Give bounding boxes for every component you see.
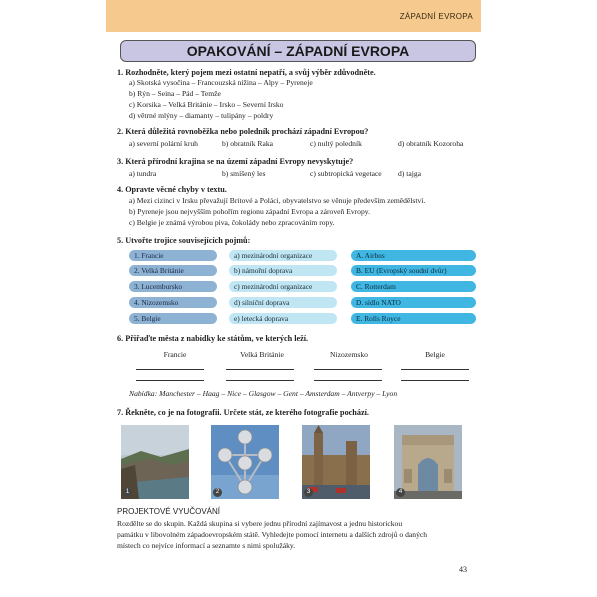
q3-option-c: c) subtropická vegetace — [310, 169, 382, 178]
project-line-3: místech co nejvíce informací a seznamte s nimi spolužáky. — [117, 541, 296, 550]
question-1: 1. Rozhodněte, který pojem mezi ostatní nepatří, a svůj výběr zdůvodněte. — [117, 68, 376, 77]
q3-option-a: a) tundra — [129, 169, 157, 178]
q5-country-1: 1. Francie — [129, 250, 217, 261]
q5-item-b: b) námořní doprava — [229, 265, 337, 276]
q5-country-3: 3. Lucembursko — [129, 281, 217, 292]
q4-sentence-a: a) Mezi cizinci v Irsku převažují Britové a Poláci, obyvatelstvo se věnuje především zemědělství. — [129, 196, 426, 205]
q5-item-e: e) letecká doprava — [229, 313, 337, 324]
answer-line — [136, 380, 204, 381]
photo-atomium — [211, 425, 279, 499]
q1-option-d: d) větrné mlýny – diamanty – tulipány – poldry — [129, 111, 274, 120]
q5-item-d: d) silniční doprava — [229, 297, 337, 308]
q2-option-c: c) nultý poledník — [310, 139, 362, 148]
page-number: 43 — [459, 565, 467, 574]
photo-badge-3: 3 — [304, 488, 313, 497]
answer-line — [401, 369, 469, 370]
question-7: 7. Řekněte, co je na fotografii. Určete stát, ze kterého fotografie pochází. — [117, 408, 369, 417]
q2-option-a: a) severní polární kruh — [129, 139, 198, 148]
q6-country-3: Nizozemsko — [330, 350, 368, 359]
photo-arc-de-triomphe — [394, 425, 462, 499]
q5-country-4: 4. Nizozemsko — [129, 297, 217, 308]
question-2: 2. Která důležitá rovnoběžka nebo poledník prochází západní Evropou? — [117, 127, 369, 136]
question-5: 5. Utvořte trojice souvisejících pojmů: — [117, 236, 251, 245]
question-6: 6. Přiřaďte města z nabídky ke státům, ve kterých leží. — [117, 334, 309, 343]
page-title-box — [120, 40, 476, 62]
q5-country-5: 5. Belgie — [129, 313, 217, 324]
section-header-label: ZÁPADNÍ EVROPA — [399, 12, 473, 21]
q6-offer: Nabídka: Manchester – Haag – Nice – Glasgow – Gent – Amsterdam – Antverpy – Lyon — [129, 389, 398, 398]
answer-line — [226, 380, 294, 381]
q2-option-b: b) obratník Raka — [222, 139, 274, 148]
q1-option-a: a) Skotská vysočina – Francouzská nížina – Alpy – Pyreneje — [129, 78, 313, 87]
q3-option-b: b) smíšený les — [222, 169, 266, 178]
photo-badge-1: 1 — [123, 488, 132, 497]
q5-country-2: 2. Velká Británie — [129, 265, 217, 276]
project-line-2: památku v libovolném západoevropském státě. Vyhledejte pomocí internetu a dalších zdrojů o daných — [117, 530, 428, 539]
answer-line — [314, 369, 382, 370]
photo-badge-4: 4 — [396, 488, 405, 497]
q6-country-1: Francie — [163, 350, 187, 359]
photo-badge-2: 2 — [213, 488, 222, 497]
q5-item-a: a) mezinárodní organizace — [229, 250, 337, 261]
answer-line — [136, 369, 204, 370]
section-header-bar — [106, 0, 481, 32]
q1-option-c: c) Korsika – Velká Británie – Irsko – Severní Irsko — [129, 100, 284, 109]
q3-option-d: d) tajga — [398, 169, 421, 178]
answer-line — [401, 380, 469, 381]
q1-option-b: b) Rýn – Seina – Pád – Temže — [129, 89, 221, 98]
q5-item-c: c) mezinárodní organizace — [229, 281, 337, 292]
photo-cliffs — [121, 425, 189, 499]
q6-country-2: Velká Británie — [240, 350, 284, 359]
q4-sentence-c: c) Belgie je známá výrobou piva, čokolády nebo zpracováním ropy. — [129, 218, 335, 227]
q5-term-A: A. Airbus — [351, 250, 476, 261]
q5-term-D: D. sídlo NATO — [351, 297, 476, 308]
project-heading: PROJEKTOVÉ VYUČOVÁNÍ — [117, 507, 220, 516]
q5-term-C: C. Rotterdam — [351, 281, 476, 292]
q4-sentence-b: b) Pyreneje jsou nejvyšším pohořím regionu západní Evropa a zároveň Evropy. — [129, 207, 370, 216]
answer-line — [226, 369, 294, 370]
q2-option-d: d) obratník Kozoroha — [398, 139, 464, 148]
answer-line — [314, 380, 382, 381]
project-line-1: Rozdělte se do skupin. Každá skupina si vybere jednu přírodní zajímavost a jednu historickou — [117, 519, 403, 528]
q6-country-4: Belgie — [425, 350, 445, 359]
question-3: 3. Která přírodní krajina se na území západní Evropy nevyskytuje? — [117, 157, 354, 166]
q5-term-B: B. EU (Evropský soudní dvůr) — [351, 265, 476, 276]
q5-term-E: E. Rolls Royce — [351, 313, 476, 324]
question-4: 4. Opravte věcné chyby v textu. — [117, 185, 227, 194]
page-title: OPAKOVÁNÍ – ZÁPADNÍ EVROPA — [186, 43, 410, 59]
photo-parliament — [302, 425, 370, 499]
